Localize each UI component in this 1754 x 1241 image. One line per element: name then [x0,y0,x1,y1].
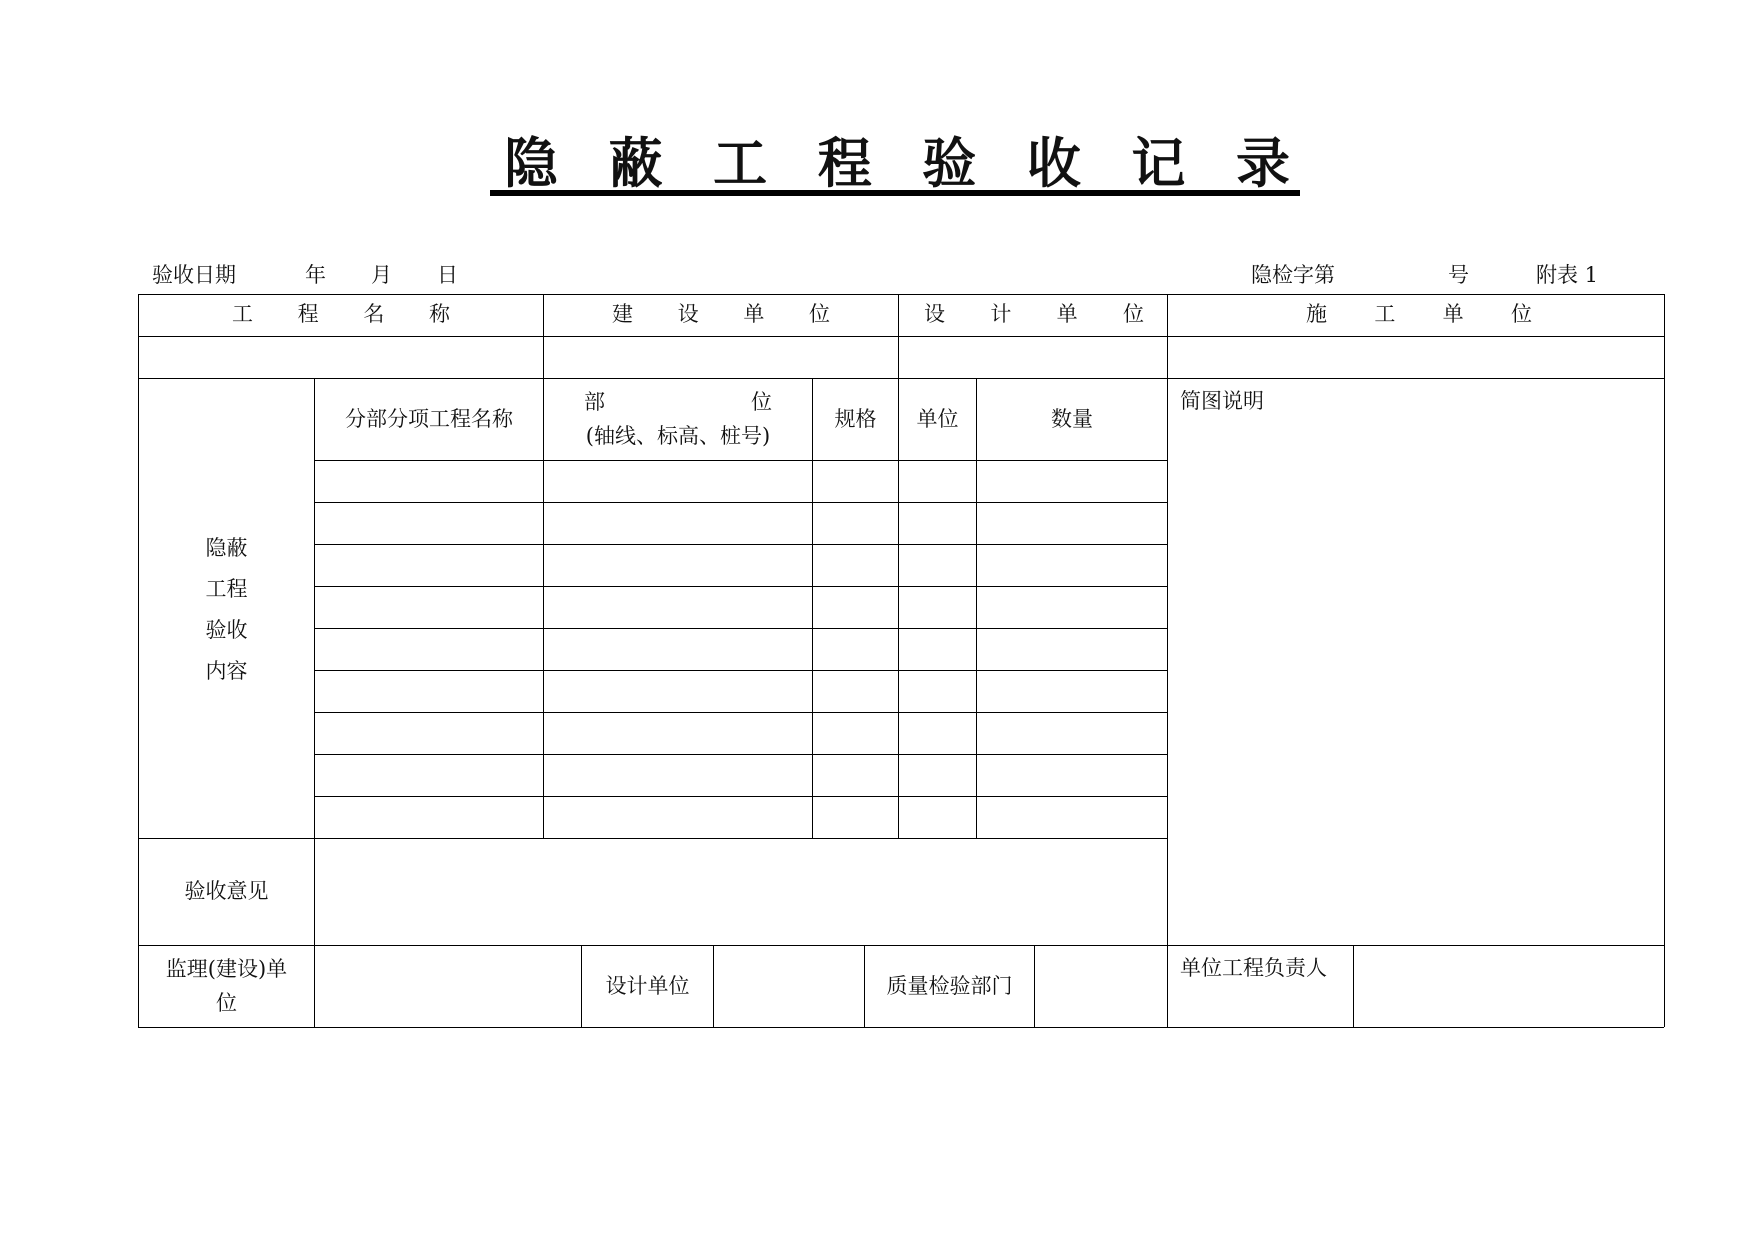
table-vertical-rule [1664,294,1665,1027]
table-horizontal-rule [314,460,1167,461]
day-label: 日 [437,263,458,287]
acceptance-date-label: 验收日期 [152,263,236,287]
month-label: 月 [371,263,392,287]
construction-unit-field[interactable] [544,337,898,378]
table-horizontal-rule [314,754,1167,755]
year-label: 年 [305,263,326,287]
attachment-label: 附表 1 [1536,263,1599,287]
design-unit-field[interactable] [899,337,1167,378]
table-horizontal-rule [314,796,1167,797]
design-unit-header: 设 计 单 位 [924,302,1144,327]
construction-unit-header: 建 设 单 位 [612,302,830,327]
inspection-no-suffix: 号 [1448,263,1469,287]
hidden-work-content-label: 隐蔽 工程 验收 内容 [205,536,248,683]
unit-lead-sign[interactable] [1354,946,1664,1027]
design-unit-sign[interactable] [714,946,864,1027]
supervision-unit-sign[interactable] [315,946,581,1027]
title-char: 记 [1131,131,1186,195]
table-horizontal-rule [314,586,1167,587]
contractor-unit-header: 施 工 单 位 [1306,302,1532,327]
unit-lead-label: 单位工程负责人 [1180,956,1327,980]
quantity-header: 数量 [1051,406,1093,431]
acceptance-opinion-field[interactable] [315,839,1167,945]
table-horizontal-rule [314,544,1167,545]
page-title [490,130,1300,196]
quality-dept-label: 质量检验部门 [886,973,1013,998]
title-char: 隐 [504,131,558,195]
unit-header: 单位 [916,406,959,431]
location-header: 部 位 (轴线、标高、桩号) [584,389,772,448]
title-char: 收 [1026,131,1081,195]
inspection-no-prefix: 隐检字第 [1251,263,1335,287]
spec-header: 规格 [834,406,877,431]
acceptance-opinion-label: 验收意见 [184,879,269,904]
table-horizontal-rule [314,502,1167,503]
table-horizontal-rule [314,712,1167,713]
quality-dept-sign[interactable] [1035,946,1167,1027]
sub-item-name-header: 分部分项工程名称 [345,406,513,431]
title-char: 程 [817,131,872,195]
table-horizontal-rule [314,670,1167,671]
title-char: 蔽 [608,131,663,195]
table-horizontal-rule [314,628,1167,629]
title-char: 录 [1235,131,1290,195]
project-name-header: 工 程 名 称 [232,302,450,327]
contractor-unit-field[interactable] [1168,337,1664,378]
project-name-field[interactable] [139,337,543,378]
design-unit-label: 设计单位 [605,973,690,998]
sketch-description[interactable]: 简图说明 [1180,389,1264,413]
title-char: 验 [922,131,977,195]
table-horizontal-rule [138,1027,1664,1028]
supervision-unit-label: 监理(建设)单 位 [165,956,288,1015]
title-char: 工 [713,131,768,195]
